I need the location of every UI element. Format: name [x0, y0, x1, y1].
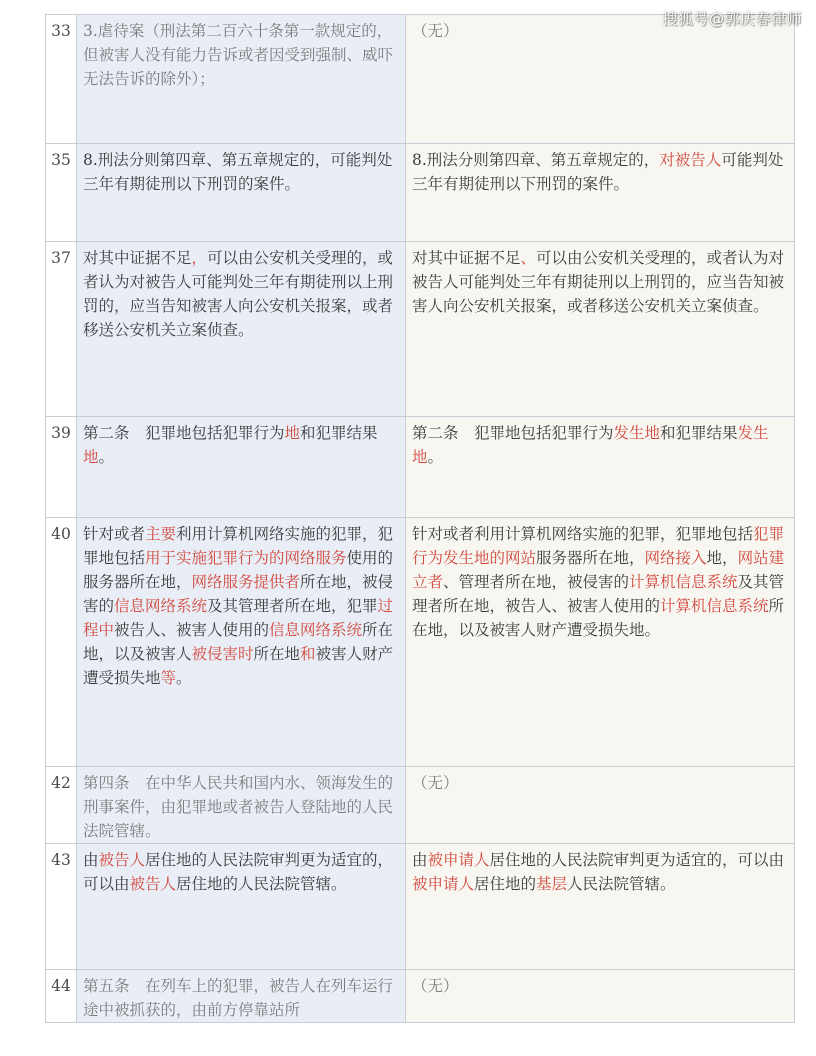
cell-text: 居住地的人民法院审判更为适宜的，可以由	[489, 851, 785, 869]
cell-text: 被告人、被害人使用的	[114, 621, 270, 639]
cell-text: 。	[98, 448, 115, 466]
highlighted-text: 地	[284, 424, 301, 442]
table-row	[46, 844, 795, 970]
row-number: 43	[46, 844, 77, 970]
row-number: 42	[46, 767, 77, 844]
highlighted-text: 、	[520, 249, 537, 267]
cell-text: 及其管理者所在地，被告人、被害人使用的	[412, 573, 785, 615]
cell-text: 可能判处三年有期徒刑以下刑罚的案件。	[412, 151, 784, 193]
cell-text: 针对或者	[83, 525, 146, 543]
cell-text: 居住地的人民法院管辖。	[176, 875, 347, 893]
new-provision-cell	[406, 144, 795, 242]
highlighted-text: 地	[83, 448, 99, 466]
highlighted-text: ，	[191, 249, 208, 267]
cell-text: 所在地，被侵害的	[83, 573, 394, 615]
highlighted-text: 用于实施犯罪行为的网络服务	[145, 549, 347, 567]
cell-text: 3.虐待案（刑法第二百六十条第一款规定的，但被害人没有能力告诉或者因受到强制、威吓无法告诉的除外）；	[83, 22, 394, 88]
highlighted-text: 等	[160, 669, 177, 687]
new-provision-cell	[406, 417, 795, 518]
new-provision-cell	[406, 518, 795, 767]
highlighted-text: 主要	[145, 525, 177, 543]
old-provision-cell	[77, 242, 406, 417]
highlighted-text: 计算机信息系统	[660, 597, 769, 615]
old-provision-cell	[77, 844, 406, 970]
cell-text: 第二条 犯罪地包括犯罪行为	[412, 424, 614, 442]
cell-text: 地，	[706, 549, 738, 567]
cell-text: 8.刑法分则第四章、第五章规定的，	[412, 151, 660, 169]
comparison-table	[45, 14, 795, 1023]
cell-text: 可以由公安机关受理的，或者认为对被告人可能判处三年有期徒刑以上刑罚的，应当告知被害人向公安机关报案，或者移送公安机关立案侦查。	[83, 249, 394, 339]
cell-text: 居住地的	[474, 875, 537, 893]
cell-text: 对其中证据不足	[412, 249, 521, 267]
cell-text: 、管理者所在地，被侵害的	[443, 573, 630, 591]
old-provision-cell	[77, 518, 406, 767]
cell-text: 第四条 在中华人民共和国内水、领海发生的刑事案件，由犯罪地或者被告人登陆地的人民法院管辖。	[83, 774, 394, 840]
cell-text: （无）	[412, 977, 459, 995]
old-provision-cell	[77, 144, 406, 242]
highlighted-text: 发生地	[412, 424, 769, 466]
cell-text: 针对或者利用计算机网络实施的犯罪，犯罪地包括	[412, 525, 754, 543]
new-provision-cell	[406, 767, 795, 844]
highlighted-text: 网络服务提供者	[191, 573, 301, 591]
highlighted-text: 被侵害时	[191, 645, 254, 663]
cell-text: 可以由公安机关受理的，或者认为对被告人可能判处三年有期徒刑以上刑罚的，应当告知被害人向公安机关报案，或者移送公安机关立案侦查。	[412, 249, 785, 315]
cell-text: 人民法院管辖。	[567, 875, 676, 893]
old-provision-cell	[77, 417, 406, 518]
row-number: 40	[46, 518, 77, 767]
highlighted-text: 信息网络系统	[269, 621, 363, 639]
cell-text: 使用的服务器所在地，	[83, 549, 394, 591]
old-provision-cell	[77, 15, 406, 144]
cell-text: 被害人财产遭受损失地	[83, 645, 394, 687]
row-number: 44	[46, 970, 77, 1023]
highlighted-text: 被告人	[129, 875, 177, 893]
highlighted-text: 被申请人	[427, 851, 490, 869]
cell-text: 所在地，以及被害人	[83, 621, 394, 663]
new-provision-cell	[406, 844, 795, 970]
cell-text: 第五条 在列车上的犯罪，被告人在列车运行途中被抓获的，由前方停靠站所	[83, 977, 394, 1019]
table-row	[46, 15, 795, 144]
new-provision-cell	[406, 970, 795, 1023]
row-number: 39	[46, 417, 77, 518]
cell-text: 由	[83, 851, 99, 869]
new-provision-cell	[406, 15, 795, 144]
cell-text: 第二条 犯罪地包括犯罪行为	[83, 424, 285, 442]
highlighted-text: 计算机信息系统	[629, 573, 738, 591]
highlighted-text: 网络接入	[644, 549, 707, 567]
highlighted-text: 犯罪行为发生地的网站	[412, 525, 785, 567]
table-row	[46, 242, 795, 417]
highlighted-text: 和	[300, 645, 316, 663]
cell-text: 。	[176, 669, 192, 687]
cell-text: 居住地的人民法院审判更为适宜的，可以由	[83, 851, 394, 893]
cell-text: 及其管理者所在地，犯罪	[207, 597, 378, 615]
row-number: 35	[46, 144, 77, 242]
cell-text: 8.刑法分则第四章、第五章规定的，可能判处三年有期徒刑以下刑罚的案件。	[83, 151, 393, 193]
cell-text: （无）	[412, 774, 459, 792]
cell-text: 服务器所在地，	[536, 549, 645, 567]
row-number: 33	[46, 15, 77, 144]
cell-text: 所在地，以及被害人财产遭受损失地。	[412, 597, 785, 639]
old-provision-cell	[77, 970, 406, 1023]
cell-text: 和犯罪结果	[660, 424, 738, 442]
table-row	[46, 970, 795, 1023]
row-number: 37	[46, 242, 77, 417]
table-row	[46, 417, 795, 518]
cell-text: （无）	[412, 22, 459, 40]
cell-text: 对其中证据不足	[83, 249, 192, 267]
highlighted-text: 对被告人	[659, 151, 722, 169]
cell-text: 所在地	[253, 645, 301, 663]
highlighted-text: 网站建立者	[412, 549, 785, 591]
table-row	[46, 518, 795, 767]
cell-text: 。	[427, 448, 444, 466]
cell-text: 利用计算机网络实施的犯罪，犯罪地包括	[83, 525, 394, 567]
table-row	[46, 767, 795, 844]
highlighted-text: 发生地	[613, 424, 661, 442]
old-provision-cell	[77, 767, 406, 844]
highlighted-text: 过程中	[83, 597, 394, 639]
highlighted-text: 信息网络系统	[114, 597, 208, 615]
watermark: 搜狐号@郭庆春律师	[662, 10, 802, 28]
highlighted-text: 基层	[536, 875, 568, 893]
cell-text: 由	[412, 851, 428, 869]
table-row	[46, 144, 795, 242]
highlighted-text: 被告人	[98, 851, 146, 869]
cell-text: 和犯罪结果	[300, 424, 378, 442]
highlighted-text: 被申请人	[412, 875, 475, 893]
new-provision-cell	[406, 242, 795, 417]
